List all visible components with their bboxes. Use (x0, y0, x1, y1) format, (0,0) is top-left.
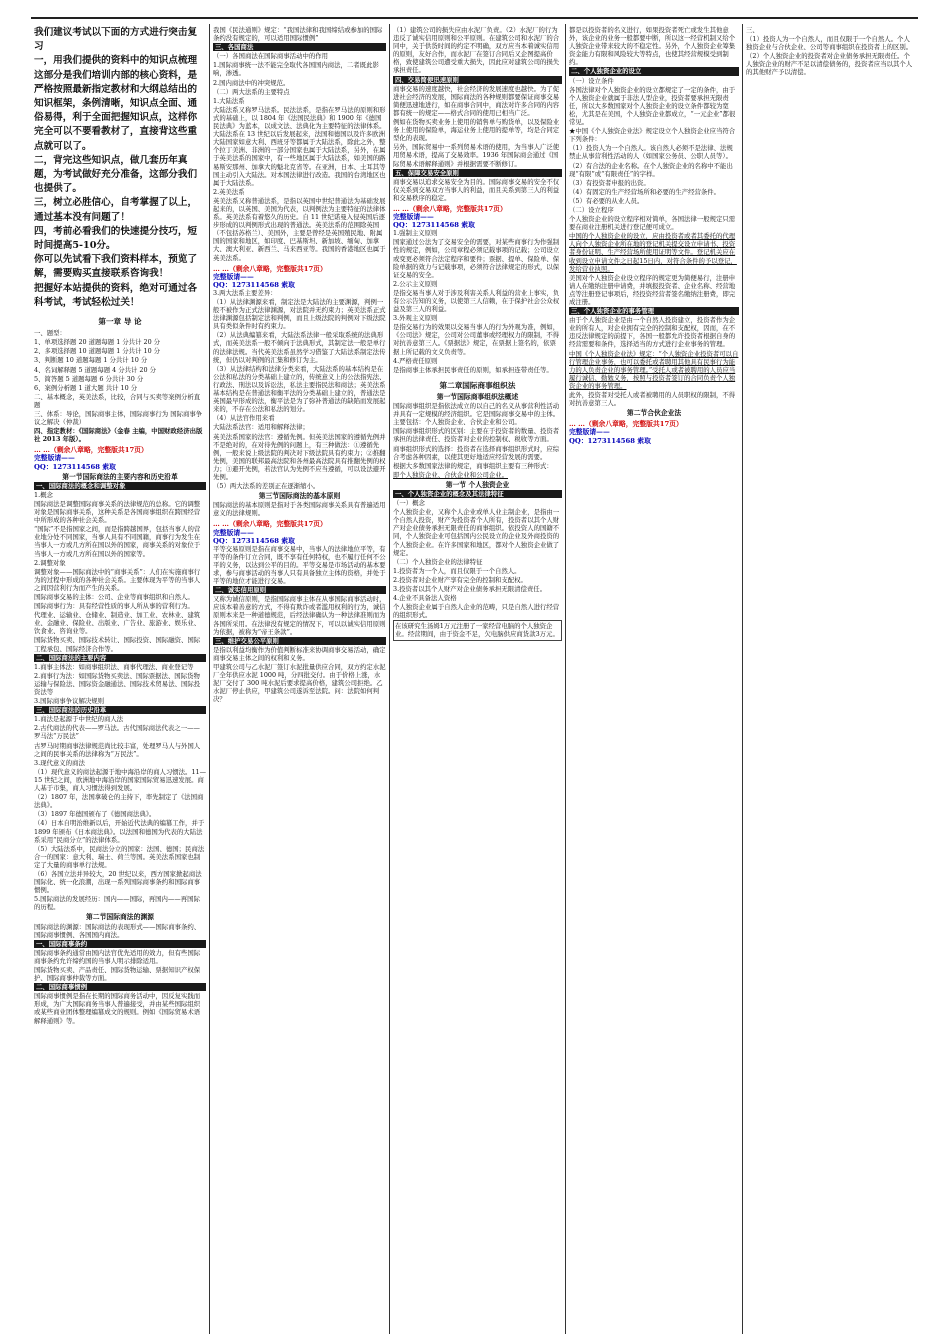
para: 各国法律对个人独资企业的设立都规定了一定的条件，由于个人独资企业就属于非法人型企业，投资者要承担无限责任，所以大多数国家对个人独资企业的设立条件都较为宽松，尤其是在美国，个人独资企业都成立，“一元企业”都很常见。 (569, 85, 736, 127)
para: “国际”不是指国家之间，而是指跨越国界，包括当事人的营业地分处不同国家，当事人具有不同国籍，商事行为发生在当事人一方或几方所在国以外的国家，商事关系的对象位于当事人一方或几方所在国以外的国家等。 (34, 525, 201, 558)
para: 4.企业不具备法人资格 (393, 594, 457, 603)
more-chapters-note: … …（剩余八章略，完整版共17页） (393, 204, 507, 213)
para: 2.投资者对企业财产享有完全的控制和支配权。 (393, 575, 527, 584)
para: 2.古代商法的代表——罗马法。古代国际商法代表之一——罗马法“万民法” (34, 724, 200, 741)
para: 中国《个人独资企业法》规定：“个人独资企业投资者可以自行管理企业事务，也可以委托或者聘用其他具有民事行为能力的人负责企业的事务管理。”受托人或者被聘用的人员应当履行诚信、勤勉义务，按照与投资者签订的合同负责个人独资企业的事务管理。 (569, 349, 739, 390)
more-chapters-note: … …（剩余八章略，完整版共17页） (569, 420, 683, 429)
exam-item: 5、简答题 5 道题每题 6 分共计 30 分 (34, 374, 144, 383)
para: 国际商事组织是指依法成立的以自己的名义从事营利性活动并具有一定规模的经济组织。它是国际商事交易中的主体。主要包括：个人独资企业、合伙企业和公司。 (393, 402, 560, 427)
para: 此外，投资者对受托人或者被聘用的人员职权的限制，不得对抗善意第三人。 (569, 391, 736, 408)
column-3 (389, 24, 565, 1334)
case-para: 甲建筑公司与乙水泥厂签订水泥批量供应合同，双方约定水泥厂全年供应水泥 1000 吨，分四批交付。由于价格上涨，水泥厂交付了 300 吨水泥后要求提高价格，建筑公司拒绝。乙水泥厂停止供应，甲建筑公司遂诉至法院。问：法院如何判决？ (213, 663, 386, 704)
intro-block (34, 26, 206, 310)
section-heading: 第一节国际商事组织法概述 (436, 392, 519, 401)
section-heading: 第二节国际商法的渊源 (86, 913, 154, 922)
exam-item: 6、案例分析题 1 道大题 共计 10 分 (34, 383, 138, 392)
para: （5）大陆法系中，民商法分立的国家：法国、德国；民商法合一的国家：意大利、瑞士、荷兰等国。英美法系国家也制定了大量的商事单行法规。 (34, 844, 205, 869)
exam-item: 一、题型： (34, 329, 66, 338)
para: （5）两大法系的差别正在逐渐缩小。 (213, 482, 320, 491)
top-rule (31, 17, 918, 19)
para: （一）概念 (393, 499, 425, 508)
para: （1）投资人为一个自然人。该自然人必须不是法律、法规禁止从事营利性活动的人（如国家公务员、公职人员等）。 (569, 144, 733, 161)
full-version-label: 完整版请—— (213, 272, 254, 281)
para: 个人独资企业，又称个人企业或单人业主制企业，是指由一个自然人投资，财产为投资者个人所有，投资者以其个人财产对企业债务承担无限责任的商事组织。依投资人的国籍不同，个人独资企业可包括国内公民设立的企业及外商投资的个人独资企业。在许多国家和地区，都对个人独资企业做了规定。 (393, 508, 560, 557)
intro-closing: 把握好本站提供的资料，绝对可通过各科考试，考试轻松过关！ (34, 282, 198, 308)
para: （2）1807 年，法国拿破仑的主持下，率先制定了《法国商法典》。 (34, 793, 204, 810)
para: 即个人独资企业、合伙企业和公司企业。 (393, 470, 509, 479)
band-heading: 三、维护交易公平原则 (213, 637, 386, 645)
band-heading: 二、国际商法的主要内容 (34, 654, 206, 662)
para: 2.公示主义原则 (393, 279, 438, 288)
para: 我国《民法通则》规定：“我国法律和我国缔结或参加的国际条约没有规定的，可以适用国际惯例” (213, 26, 383, 43)
para: 3.国际商事争议解决规则 (34, 697, 105, 706)
para: ★中国《个人独资企业法》规定设立个人独资企业应当符合下列条件： (569, 127, 736, 144)
para: 例如在货物买卖业务上使用的销售单与购货单，以及保险业务上使用的保险单，海运业务上使用的提单等，均是合同定型化的表现。 (393, 118, 560, 143)
band-heading: 一、国际商法的概念和调整对象 (34, 482, 206, 490)
section-heading: 第一节国际商法的主要内容和历史沿革 (62, 472, 178, 481)
band-heading: 一、国际商事条约 (34, 940, 206, 948)
para: 国际商法的渊源：国际商法的表现形式——国际商事条约、国际商事惯例、各国国内商法。 (34, 922, 201, 939)
para: 2.调整对象 (34, 558, 66, 567)
para: （一）设立条件 (569, 76, 614, 85)
contact-qq: QQ：1273114568 索取 (393, 221, 475, 230)
column-5 (742, 24, 918, 1334)
para: （2）个人独资企业的投资者对企业债务承担无限责任。个人独资企业的财产不足以清偿债务的，投资者应当以其个人的其他财产予以清偿。 (746, 52, 913, 77)
contact-qq: QQ：1273114568 索取 (213, 536, 295, 545)
band-heading: 二、国际商事惯例 (34, 983, 206, 991)
para: 3.两大法系主要差异： (213, 288, 277, 297)
intro-preview-note: 你可以先试看下我们资料样本，预览了解，需要购买直接联系咨询我！ (34, 254, 198, 280)
para: 是指商事主体承担民事责任的原则，如承担连带责任等。 (393, 365, 553, 374)
para: （6）各国立法并异较大，20 世纪以来，西方国家掀起商法国际化、统一化浪潮，出现一系列国际商事条约和国际商事惯例。 (34, 869, 202, 895)
column-1 (31, 24, 209, 1334)
column-4 (565, 24, 742, 1334)
para: （4）从法官作用来看 (213, 414, 275, 423)
more-chapters-note: … …（剩余八章略，完整版共17页） (213, 264, 327, 273)
para: 是指以利益均衡作为价值判断标准来协调商事交易活动，确定商事交易主体之间的权利和义务。 (213, 645, 386, 662)
band-heading: 四、交易简便迅速原则 (393, 76, 562, 84)
band-heading: 二、诚实信用原则 (213, 586, 386, 594)
para: 国际商法的基本原则是指对于各类国际商事关系具有普遍适用意义的法律规则。 (213, 501, 386, 518)
para: 根据大多数国家法律的规定，商事组织主要有三种形式： (393, 461, 553, 470)
para: 1.概念 (34, 490, 53, 499)
exam-item: 3、判断题 10 道题每题 1 分共计 10 分 (34, 356, 148, 365)
band-heading: 二、个人独资企业的设立 (569, 67, 739, 75)
section-heading: 第三节国际商法的基本原则 (258, 492, 341, 501)
para: 3.外观主义原则 (393, 314, 438, 323)
para: 国际商法是调整国际商事关系的法律规范的总称。它的调整对象是国际商事关系，这种关系是各国商事组织在跨国经营中所形成的各种社会关系。 (34, 499, 201, 525)
para: 英美法系又称普通法系，是指以英国中世纪普通法为基础发展起来的，以英国、美国为代表，以判例法为主要特征的法律体系。英美法系有着悠久的历史。自 11 世纪诺曼入侵英国后逐步形成的以判例形式出现的普通法。英美法系的范围除英国（不包括苏格兰）、美国外，主要是曾经是英国殖民地、附属国的国家和地区，如印度、巴基斯坦、新加坡、缅甸、加拿大、澳大利亚、新西兰、马来西亚等。我国的香港地区也属于英美法系。 (213, 196, 386, 262)
exam-item: 二、基本概念，英美法系，比较，合同与买卖等案例分析直题 (34, 392, 201, 409)
para: （1）投资人为一个自然人，而且仅限于一个自然人。个人独资企业与合伙企业、公司等商事组织在投资者上的区别。 (746, 35, 913, 52)
para: 4.严格责任原则 (393, 356, 438, 365)
para: 国际货物买卖、产品责任、国际货物运输、票据知识产权保护、国际商事仲裁等方面。 (34, 966, 201, 983)
para: （2）有合法的企业名称。在个人独资企业的名称中不能出现“有限”或“有限责任”的字样。 (569, 161, 733, 178)
intro-step-2: 二，背完这些知识点，做几套历年真题，为考试做好充分准备，这部分我们也提供了。 (34, 154, 198, 195)
para: 调整对象——国际商法中的“商事关系”：人们在实施商事行为的过程中形成的各种社会关系。主要体现为平等的当事人之间因营利行为而产生的关系。 (34, 567, 201, 592)
para: （1）从法律渊源来看，制定法是大陆法的主要渊源，判例一般不被作为正式法律渊源，对法院并无约束力；英美法系正式法律渊源包括制定法和判例，而且上级法院的判例对下级法院具有类似条件时有约束力。 (213, 298, 386, 331)
para: 3.现代意义的商法 (34, 758, 85, 767)
para: 1.投资者为一个人，而且仅限于一个自然人。 (393, 566, 521, 575)
para: 国际商事组织形式的区别：主要在于投资者的数量、投资者承担的法律责任、投资者对企业的控制权、税收等方面。 (393, 427, 560, 444)
para: （二）个人独资企业的法律特征 (393, 557, 483, 566)
contact-qq: QQ：1273114568 索取 (34, 462, 116, 471)
contact-qq: QQ：1273114568 索取 (569, 436, 651, 445)
para: 个人独资企业的设立程序相对简单，各国法律一般规定只需要在商业注册机关进行登记便可成立。 (569, 215, 736, 232)
contact-qq: QQ：1273114568 索取 (213, 280, 295, 289)
exam-item: 四、指定教材：《国际商法》（金春 主编，中国财政经济出版社 2013 年版）。 (34, 427, 203, 444)
chapter-1-heading: 第一章 导 论 (98, 317, 142, 327)
para: （3）1897 年德国颁布了《德国商法典》。 (34, 810, 156, 819)
band-heading: 三、国际商法的历史沿革 (34, 706, 206, 714)
section-heading: 第一节 个人独资企业 (445, 480, 510, 489)
para: 2.国内商法中的冲突规范。 (213, 78, 290, 87)
para: （4）日本自明治维新以后，开始近代法典的编纂工作，并于 1899 年颁布《日本商法典》。以法国和德国为代表的大陆法系采用“民商分立”的法律体系。 (34, 819, 205, 844)
chapter-2-heading: 第二章国际商事组织法 (439, 380, 516, 390)
para: 1.商法是起源于中世纪的商人法 (34, 715, 124, 724)
more-chapters-note: … …（剩余八章略，完整版共17页） (34, 446, 148, 455)
para: 国际商事行为：具有经营性质的事人所从事的营利行为。 (34, 602, 194, 611)
intro-step-3: 三，树立必胜信心，自考掌握了以上，通过基本没有问题了！ (34, 197, 198, 223)
exam-item: 2、多项选择题 10 道题每题 1 分共计 10 分 (34, 347, 161, 356)
para: 5.国际商法的发展经历：国内——国际，再国内——再国际的历程。 (34, 895, 200, 912)
para: 国际商事条约通常由国内法官优先适用的效力，但有些国际商事条约允许缔约国的当事人明示排除适用。 (34, 948, 201, 965)
para: 1.大陆法系 (213, 96, 245, 105)
para: 代理业、运输业、仓储业、制造业、加工业、农林业、建筑业、金融业、保险业、出版业、广告业、旅游业、娱乐业、饮食业、咨询业等。 (34, 611, 201, 636)
para: 国际商事惯例是指在长期的国际商务活动中，因反复实践而形成，为广大国际商务当事人普遍接受，并由某些国际组织或某些商业团体整理编纂成文的规则。例如《国际贸易术语解释通则》等。 (34, 992, 201, 1025)
band-heading: 三、个人独资企业的事务管理 (569, 307, 739, 315)
para: 由于个人独资企业是由一个自然人投资建立，投资者作为企业的所有人，对企业拥有完全的控制和支配权，因而，在不违反法律规定的前提下，各国一般都允许投资者根据自身的经营需要和条件，选择适当的方式进行企业事务的管理。 (569, 316, 736, 349)
column-2 (209, 24, 389, 1334)
para: 3.投资者以其个人财产对企业债务承担无限清偿责任。 (393, 585, 547, 593)
para: 是指交易当事人对于涉及利害关系人利益的营业上事实，负有公示告知的义务，以使第三人信赖，在于保护社会公众权益及第三人的利益。 (393, 288, 560, 314)
para: 2.英美法系 (213, 187, 245, 196)
band-heading: 五、保障交易安全原则 (393, 169, 562, 177)
para: 商事组织形式的选择：投资者在选择商事组织形式时，应综合考虑各种因素，以使其更好地适应经营发展的需要。 (393, 444, 560, 461)
para: （3）从法律结构和法律分类来看，大陆法系的基本结构是在公法和私法的分类基础上建立的，传统意义上的公法指宪法、行政法、刑法以及诉讼法，私法主要指民法和商法；英美法系基本结构是在普通法和衡平法的分类基础上建立的，普通法是英国最早形成的法，衡平法是为了弥补普通法的缺陷而发展起来的，不存在公法和私法的划分。 (213, 364, 386, 414)
para: （4）有固定的生产经营场所和必要的生产经营条件。 (569, 187, 721, 196)
para: （3）有投资者申报的出资。 (569, 178, 650, 187)
full-version-label: 完整版请—— (569, 428, 610, 437)
para: 国际商事交易的主体：公司、企业等商事组织和自然人。 (34, 592, 194, 601)
band-heading: 一、个人独资企业的概念及其法律特征 (393, 490, 562, 498)
para: 商事交易的速度越快，社会经济的发展速度也越快。为了促进社会经济的发展，国际商法的各种规则都要保证商事交易简便迅速地进行，如在商事合同中，商法对许多合同的内容都有统一的规定——格式合同的使用已相当广泛。 (393, 84, 560, 117)
exam-item: 1、单项选择题 20 道题每题 1 分共计 20 分 (34, 338, 161, 347)
document-columns (31, 24, 918, 1334)
exam-item: 三、体系：导论，国际商事主体，国际商事行为 国际商事争议之解决（仲裁） (34, 410, 203, 427)
para: 另外，国际贸易中一系列贸易术语的使用，为当事人广泛使用贸易术语，提高了交易效率。1936 年国际商会通过《国际贸易术语解释通则》并根据需要不断修订。 (393, 143, 560, 168)
para: 国家通过公法为了交易安全的需要，对某些商事行为作强制性的规定，例如，公司章程必须记载事项的记载；公司设立或变更必须符合法定程序和要件；票据、提单、保险单、保险单据的效力与记载事项，必须符合法律规定的形式，以保证交易的安全。 (393, 238, 560, 279)
para: 个人独资企业属于自然人企业的范畴，只是自然人进行经营的组织形式。 (393, 603, 560, 620)
para: 商事交易以追求交易安全为目的。国际商事交易的安全不仅仅关系到交易双方当事人的利益，而且关系到第三人的利益和交易秩序的稳定。 (393, 177, 560, 202)
full-version-label: 完整版请—— (393, 213, 434, 222)
para: 英美法系国家的法官：遵循先例。但英美法国家的遵循先例并不是绝对的，在对待先例的问题上，有三种做法：①遵循先例，一般来说上级法院的判决对下级法院具有约束力；②推翻先例，美国的联邦最高法院和各州最高法院具有推翻先例的权力；③避开先例，若法官认为先例不应当遵循，可以设法避开先例。 (213, 432, 386, 481)
para: 美国对个人独资企业设立程序的规定更为简便易行，注册申请人在缴纳注册申请费，并填报投资者、企业名称、经营地点等注册登记事项后，经投资经营者签名缴纳注册费，即完成注册。 (569, 273, 736, 306)
para: （1）现代意义的商法起源于地中海沿岸的商人习惯法。11—15 世纪之间，欧洲地中海沿岸的国家国际贸易迅速发展。商人基于市集，商人习惯法得到发展。 (34, 767, 206, 793)
para: 1.商事主体法：如商事组织法、商事代理法、商业登记等 (34, 662, 194, 671)
para: 中国的个人独资企业的设立，应由投资者或者其委托的代理人向个人独资企业所在地的登记机关提交设立申请书、投资者身份证明、生产经营场所使用证明等文件。登记机关应在收到设立申请文件之日起15日内，对符合条件的予以登记，发给营业执照。 (569, 232, 737, 273)
para: （5）有必要的从业人员。 (569, 196, 644, 205)
para: 三、 (746, 26, 759, 34)
para: （2）从法典编纂来看，大陆法系法律一般采取系统的法典形式，而英美法系一般不倾向于法典形式，其制定法一般是单行的法律法规。当代英美法系虽然学习借鉴了大陆法系制定法传统，但仍以对判例的汇集和修订为主。 (213, 331, 386, 364)
band-heading: 三、各国商法 (213, 43, 386, 51)
para: 都是以投资者的名义进行，如果投资者死亡或发生其他意外，该企业的业务一般都要中断，所以这一经营机制又给个人独资企业带来较大的不稳定性。另外，个人独资企业筹集资金能力有限和风险较大等特点，也使其经营规模受到制约。 (569, 26, 736, 67)
section-heading: 第二节合伙企业法 (626, 409, 682, 418)
case-para: 在该研究生汤姆1万元注册了一家经营电脑的个人独资企业。经营期间，由于资金不足，欠电脑供应商货款3万元。 (393, 620, 562, 640)
para: （二）设立程序 (569, 205, 614, 214)
intro-step-1: 一，用我们提供的资料中的知识点梳理这部分是我们培训内部的核心资料，是严格按照最新指定教材和大纲总结出的知识框架，条例清晰，知识点全面、通俗易得，利于全面把握知识点，这样你完全可以不要看教材了，直接背这些重点就可以了。 (34, 55, 198, 152)
full-version-label: 完整版请—— (34, 454, 75, 463)
para: 古罗马时期商事法律规范尚比较丰富，处理罗马人与外国人之间的民事关系的法律称为“万民法”。 (34, 741, 201, 758)
para: 大陆法系法官：适用和解释法律； (213, 423, 309, 432)
para: 大陆法系又称罗马法系。民法法系，是指在罗马法的原则和形式的基础上，以 1804 年《法国民法典》和 1900 年《德国民法典》为蓝本，以成文法、法典化为主要特征的法律体系。大陆法系在 13 世纪以后发展起来，法国和德国以及许多欧洲大陆国家如意大利、西班牙等都属于大陆法系，除此之外，整个拉丁美洲、非洲的一部分国家也属于大陆法系，另外，在属于英美法系的国家中，有一些地区属于大陆法系，如美国的路易斯安那州、加拿大的魁北克省等。在亚洲，日本、土耳其等国主动引入大陆法。对本国法律进行改造。我国的台湾地区也属于大陆法系。 (213, 105, 386, 187)
para: （1）建筑公司的损失应由水泥厂负责。（2）水泥厂的行为违反了诚实信用原则和公平原则。在建筑公司和水泥厂的合同中，关于供货时间的约定不明确，双方应当本着诚实信用的原则，友好合作，而水泥厂在签订合同后又企图提高价格，致使建筑公司遭受重大损失，因此应对建筑公司的损失承担责任。 (393, 26, 560, 75)
para: （一）各国商法在国际商事活动中的作用 (213, 52, 329, 61)
para: 平等交易原则是指在商事交易中，当事人的法律地位平等，有平等的条件订立合同，既不享有任何特权，也不履行任何不公平的义务，以达到公平的目的。平等交易是市场活动的基本要求，参与商事活动的当事人只有具备独立主体的资格，并处于平等的地位才能进行交易。 (213, 544, 386, 586)
intro-step-4: 四，考前必看我们的快速提分技巧，短时间提高5-10分。 (34, 225, 198, 252)
full-version-label: 完整版请—— (213, 528, 254, 537)
intro-title: 我们建议考试以下面的方式进行突击复习 (34, 27, 198, 53)
para: 2.商事行为法：如国际货物买卖法、国际票据法、国际货物运输与保险法、国际资金融通法、国际技术贸易法、国际投资法等 (34, 671, 201, 696)
para: 是指交易行为的效果以交易当事人的行为外观为准，例如，《公司法》规定，公司对公司董事或经理权力的限制，不得对抗善意第三人。《票据法》规定，在票据上签名的，依票据上所记载的文义负责等。 (393, 323, 560, 356)
para: （二）两大法系的主要特点 (213, 87, 290, 96)
exam-item: 4、名词解释题 5 道题每题 4 分共计 20 分 (34, 365, 156, 374)
para: 又称为诚信原则，是指国际商事主体在从事国际商事活动时，应该本着善意的方式，不得有欺诈或者滥用权利的行为，诚信原则本来是一种道德规范，后经法律确认为一种法律准则而为各国所采用。在法律没有规定的情况下，可以以诚实信用原则为依据，被称为“帝王条款”。 (213, 595, 386, 636)
para: 1.强制主义原则 (393, 229, 438, 238)
more-chapters-note: … …（剩余八章略，完整版共17页） (213, 520, 327, 529)
para: 1.国际商事统一法不能完全取代各国国内商法，二者既此影响，渗透。 (213, 61, 379, 78)
para: 国际货物买卖、国际技术转让、国际投资、国际融资、国际工程承包、国际经济合作等。 (34, 636, 201, 653)
